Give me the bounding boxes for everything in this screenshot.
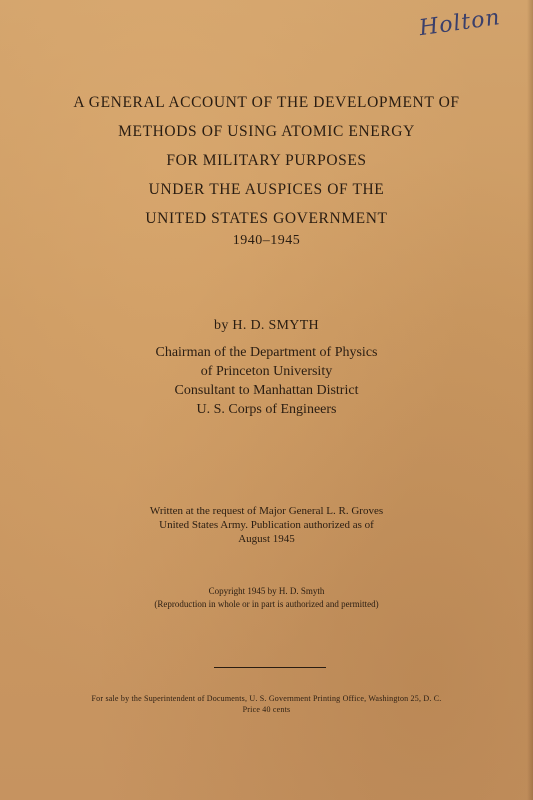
sale-note <box>0 693 533 715</box>
request-note <box>0 504 533 546</box>
copyright-line: (Reproduction in whole or in part is authorized and permitted) <box>154 599 379 609</box>
author-affiliation: of Princeton University <box>200 364 333 379</box>
copyright-note <box>0 585 533 611</box>
author-block <box>0 318 533 419</box>
author-affiliation: Consultant to Manhattan District <box>174 383 359 398</box>
request-line: Written at the request of Major General L. R. Groves <box>149 505 384 517</box>
title-line: FOR MILITARY PURPOSES <box>166 152 367 169</box>
sale-line: For sale by the Superintendent of Documents, U. S. Government Printing Office, Washington 25, D. C. <box>91 694 442 703</box>
divider-rule <box>214 667 326 668</box>
price-line: Price 40 cents <box>242 705 291 714</box>
request-line: August 1945 <box>238 533 295 545</box>
copyright-line: Copyright 1945 by H. D. Smyth <box>208 586 325 596</box>
title-line: A GENERAL ACCOUNT OF THE DEVELOPMENT OF <box>73 94 460 111</box>
date-range: 1940–1945 <box>232 233 301 248</box>
author-affiliation: U. S. Corps of Engineers <box>196 402 337 417</box>
title-line: UNITED STATES GOVERNMENT <box>145 210 388 227</box>
handwritten-signature: Holton <box>417 5 503 42</box>
request-line: United States Army. Publication authorized as of <box>159 519 374 531</box>
title-line: METHODS OF USING ATOMIC ENERGY <box>118 123 415 140</box>
title-line: UNDER THE AUSPICES OF THE <box>148 181 385 198</box>
author-byline: by H. D. SMYTH <box>214 318 319 333</box>
title-block <box>20 88 513 233</box>
author-affiliation: Chairman of the Department of Physics <box>155 345 378 360</box>
